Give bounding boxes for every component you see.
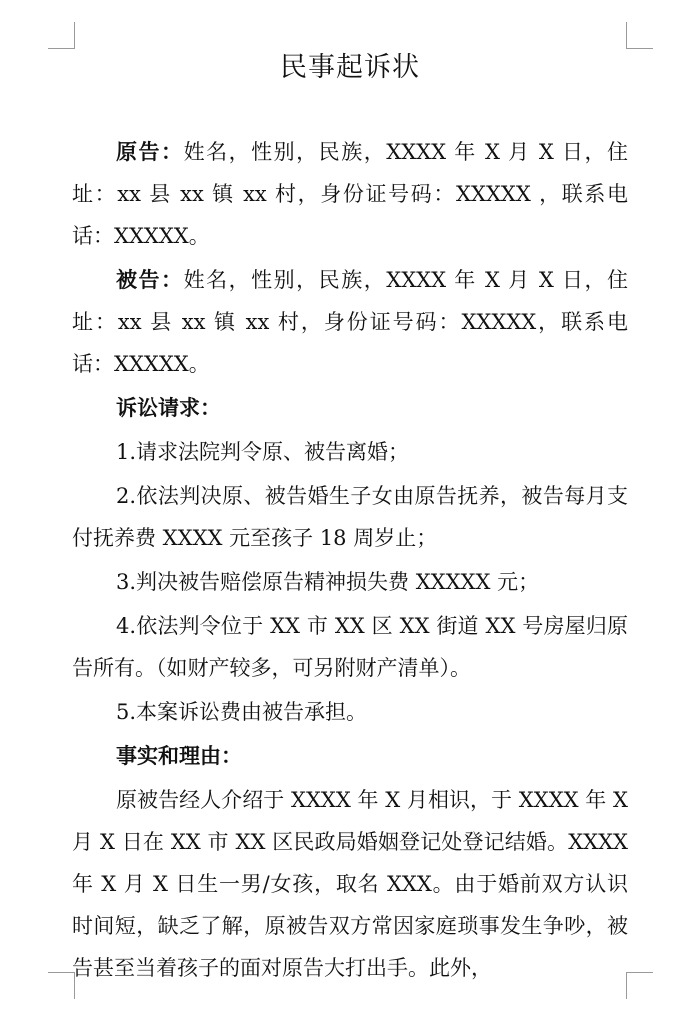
facts-paragraph: 原被告经人介绍于 XXXX 年 X 月相识，于 XXXX 年 X 月 X 日在 XX 市 XX 区民政局婚姻登记处登记结婚。XXXX 年 X 月 X 日生一男/女孩，取名 XXX。由于婚前双方认识时间短，缺乏了解，原被告双方常因家庭琐事发生争吵，被告甚至当着孩子的面对原告大打出手。此外， xyxy=(72,788,628,980)
page-corner-mark-top-left xyxy=(48,22,75,49)
plaintiff-label: 原告： xyxy=(116,139,184,164)
claim-item: 2.依法判决原、被告婚生子女由原告抚养，被告每月支付抚养费 XXXX 元至孩子 18 周岁止； xyxy=(72,484,628,550)
claim-item: 1.请求法院判令原、被告离婚； xyxy=(116,440,410,464)
plaintiff-paragraph xyxy=(72,131,628,257)
defendant-label: 被告： xyxy=(116,267,184,292)
document-body xyxy=(72,131,628,991)
defendant-text: 姓名，性别，民族，XXXX 年 X 月 X 日，住址：xx 县 xx 镇 xx 村，身份证号码：XXXXX，联系电话：XXXXX。 xyxy=(72,268,629,376)
plaintiff-text: 姓名，性别，民族，XXXX 年 X 月 X 日，住址：xx 县 xx 镇 xx 村，身份证号码：XXXXX ，联系电话：XXXXX。 xyxy=(72,140,629,248)
page-corner-mark-bottom-left xyxy=(48,972,75,999)
facts-heading: 事实和理由： xyxy=(116,743,242,768)
claim-item: 4.依法判令位于 XX 市 XX 区 XX 街道 XX 号房屋归原告所有。（如财产较多，可另附财产清单）。 xyxy=(72,614,628,680)
claims-heading: 诉讼请求： xyxy=(116,395,221,420)
page-corner-mark-bottom-right xyxy=(626,972,653,999)
document-title: 民事起诉状 xyxy=(280,52,420,83)
claim-item: 5.本案诉讼费由被告承担。 xyxy=(116,700,368,724)
defendant-paragraph xyxy=(72,259,628,385)
claim-item: 3.判决被告赔偿原告精神损失费 XXXXX 元； xyxy=(116,570,540,594)
page-corner-mark-top-right xyxy=(626,22,653,49)
